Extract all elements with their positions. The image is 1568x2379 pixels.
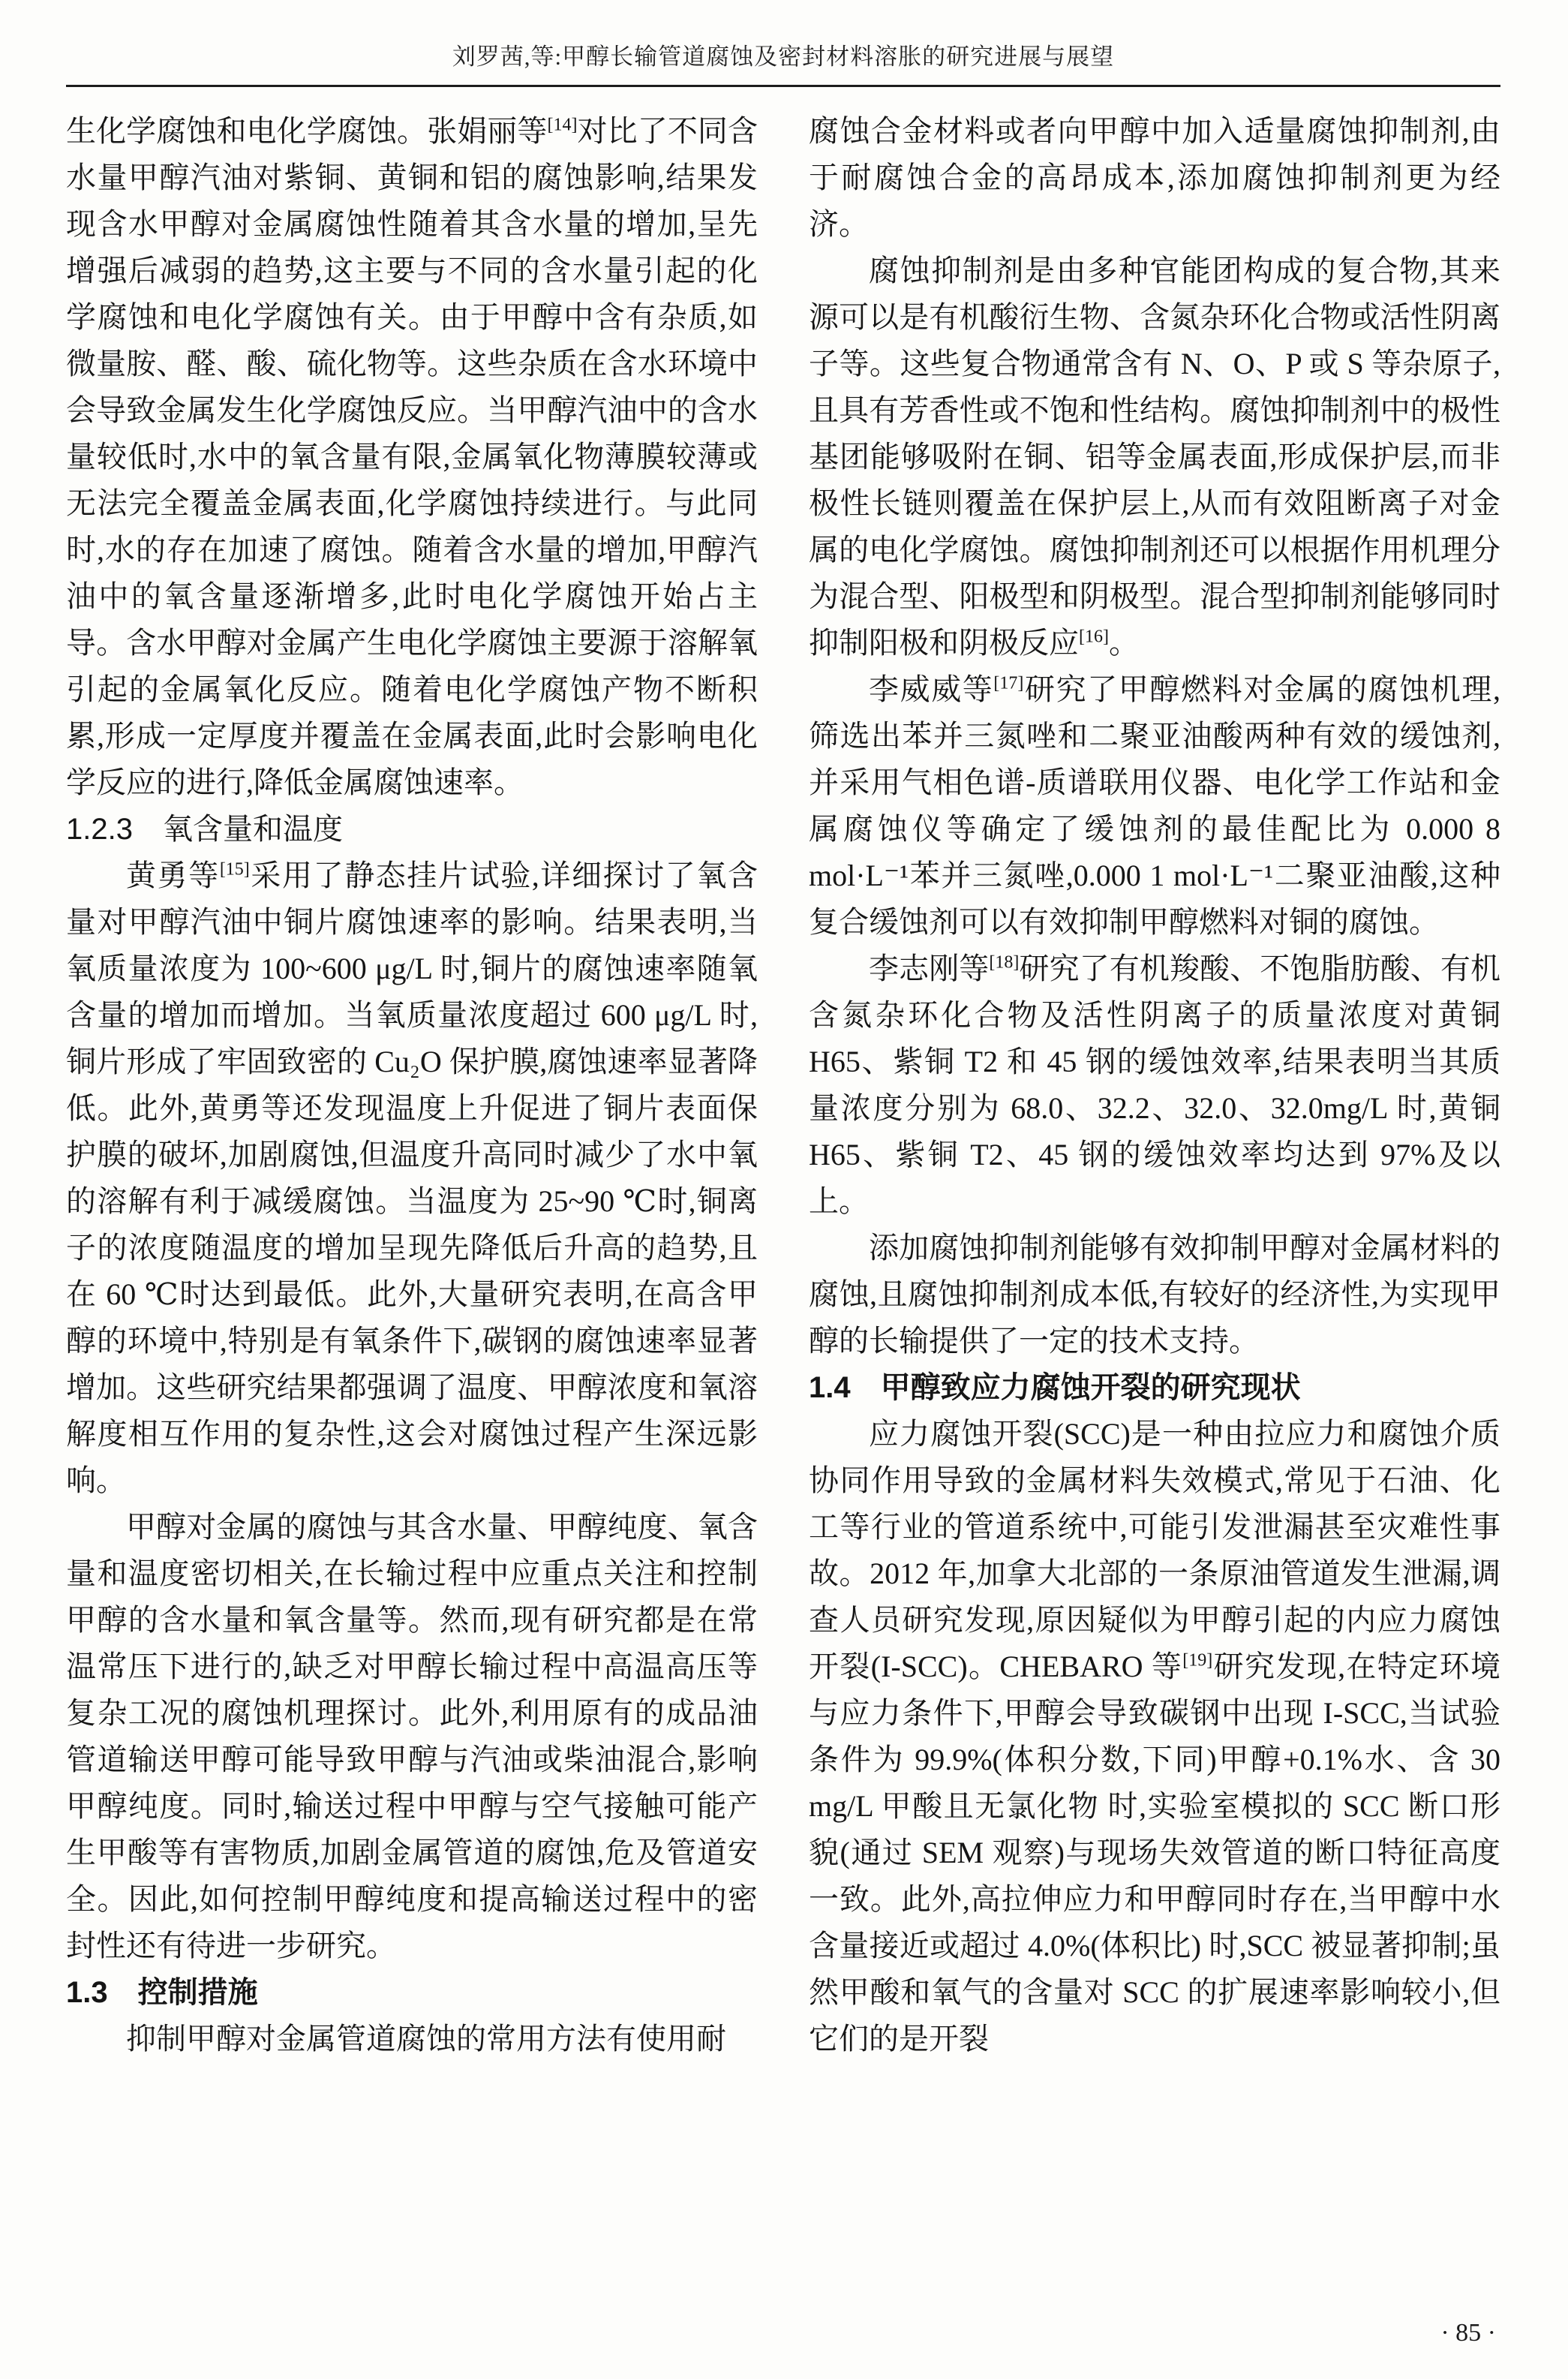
paragraph: 抑制甲醇对金属管道腐蚀的常用方法有使用耐 (126, 2022, 726, 2056)
section-heading: 1.3 控制措施 (66, 1976, 258, 2009)
page-number: · 85 · (1440, 2319, 1496, 2347)
citation-ref: [14] (547, 115, 578, 135)
right-column (809, 108, 1500, 2062)
paragraph: 李志刚等[18]研究了有机羧酸、不饱脂肪酸、有机含氮杂环化合物及活性阴离子的质量浓度对黄铜 H65、紫铜 T2 和 45 钢的缓蚀效率,结果表明当其质量浓度分别为 68.0、32.2、32.0、32.0mg/L 时,黄铜 H65、紫铜 T2、45 钢的缓蚀效率均达到 97%及以上。 (809, 952, 1501, 1218)
paragraph: 黄勇等[15]采用了静态挂片试验,详细探讨了氧含量对甲醇汽油中铜片腐蚀速率的影响。结果表明,当氧质量浓度为 100~600 μg/L 时,铜片的腐蚀速率随氧含量的增加而增加。当氧质量浓度超过 600 μg/L 时,铜片形成了牢固致密的 Cu₂O 保护膜,腐蚀速率显著降低。此外,黄勇等还发现温度上升促进了铜片表面保护膜的破坏,加剧腐蚀,但温度升高同时减少了水中氧的溶解有利于减缓腐蚀。当温度为 25~90 ℃时,铜离子的浓度随温度的增加呈现先降低后升高的趋势,且在 60 ℃时达到最低。此外,大量研究表明,在高含甲醇的环境中,特别是有氧条件下,碳钢的腐蚀速率显著增加。这些研究结果都强调了温度、甲醇浓度和氧溶解度相互作用的复杂性,这会对腐蚀过程产生深远影响。 (66, 859, 758, 1497)
paragraph: 生化学腐蚀和电化学腐蚀。张娟丽等[14]对比了不同含水量甲醇汽油对紫铜、黄铜和铝的腐蚀影响,结果发现含水甲醇对金属腐蚀性随着其含水量的增加,呈先增强后减弱的趋势,这主要与不同的含水量引起的化学腐蚀和电化学腐蚀有关。由于甲醇中含有杂质,如微量胺、醛、酸、硫化物等。这些杂质在含水环境中会导致金属发生化学腐蚀反应。当甲醇汽油中的含水量较低时,水中的氧含量有限,金属氧化物薄膜较薄或无法完全覆盖金属表面,化学腐蚀持续进行。与此同时,水的存在加速了腐蚀。随着含水量的增加,甲醇汽油中的氧含量逐渐增多,此时电化学腐蚀开始占主导。含水甲醇对金属产生电化学腐蚀主要源于溶解氧引起的金属氧化反应。随着电化学腐蚀产物不断积累,形成一定厚度并覆盖在金属表面,此时会影响电化学反应的进行,降低金属腐蚀速率。 (66, 114, 758, 799)
citation-ref: [17] (993, 673, 1024, 693)
paragraph: 李威威等[17]研究了甲醇燃料对金属的腐蚀机理,筛选出苯并三氮唑和二聚亚油酸两种有效的缓蚀剂,并采用气相色谱-质谱联用仪器、电化学工作站和金属腐蚀仪等确定了缓蚀剂的最佳配比为 0.000 8 mol·L⁻¹苯并三氮唑,0.000 1 mol·L⁻¹二聚亚油酸,这种复合缓蚀剂可以有效抑制甲醇燃料对铜的腐蚀。 (809, 672, 1501, 939)
paragraph: 添加腐蚀抑制剂能够有效抑制甲醇对金属材料的腐蚀,且腐蚀抑制剂成本低,有较好的经济性,为实现甲醇的长输提供了一定的技术支持。 (809, 1231, 1500, 1358)
section-heading: 1.4 甲醇致应力腐蚀开裂的研究现状 (809, 1371, 1301, 1404)
paragraph: 腐蚀合金材料或者向甲醇中加入适量腐蚀抑制剂,由于耐腐蚀合金的高昂成本,添加腐蚀抑制剂更为经济。 (809, 114, 1500, 241)
citation-ref: [16] (1079, 627, 1109, 647)
running-title: 刘罗茜,等:甲醇长输管道腐蚀及密封材料溶胀的研究进展与展望 (452, 44, 1115, 70)
left-column (66, 108, 758, 2062)
paragraph: 甲醇对金属的腐蚀与其含水量、甲醇纯度、氧含量和温度密切相关,在长输过程中应重点关注和控制甲醇的含水量和氧含量等。然而,现有研究都是在常温常压下进行的,缺乏对甲醇长输过程中高温高压等复杂工况的腐蚀机理探讨。此外,利用原有的成品油管道输送甲醇可能导致甲醇与汽油或柴油混合,影响甲醇纯度。同时,输送过程中甲醇与空气接触可能产生甲酸等有害物质,加剧金属管道的腐蚀,危及管道安全。因此,如何控制甲醇纯度和提高输送过程中的密封性还有待进一步研究。 (66, 1510, 758, 1962)
paragraph: 应力腐蚀开裂(SCC)是一种由拉应力和腐蚀介质协同作用导致的金属材料失效模式,常见于石油、化工等行业的管道系统中,可能引发泄漏甚至灾难性事故。2012 年,加拿大北部的一条原油管道发生泄漏,调查人员研究发现,原因疑似为甲醇引起的内应力腐蚀开裂(I-SCC)。CHEBARO 等[19]研究发现,在特定环境与应力条件下,甲醇会导致碳钢中出现 I-SCC,当试验条件为 99.9%(体积分数,下同)甲醇+0.1%水、含 30 mg/L 甲酸且无氯化物 时,实验室模拟的 SCC 断口形貌(通过 SEM 观察)与现场失效管道的断口特征高度一致。此外,高拉伸应力和甲醇同时存在,当甲醇中水含量接近或超过 4.0%(体积比) 时,SCC 被显著抑制;虽然甲酸和氧气的含量对 SCC 的扩展速率影响较小,但它们的是开裂 (809, 1417, 1500, 2056)
paragraph: 腐蚀抑制剂是由多种官能团构成的复合物,其来源可以是有机酸衍生物、含氮杂环化合物或活性阴离子等。这些复合物通常含有 N、O、P 或 S 等杂原子,且具有芳香性或不饱和性结构。腐蚀抑制剂中的极性基团能够吸附在铜、铝等金属表面,形成保护层,而非极性长链则覆盖在保护层上,从而有效阻断离子对金属的电化学腐蚀。腐蚀抑制剂还可以根据作用机理分为混合型、阳极型和阴极型。混合型抑制剂能够同时抑制阳极和阴极反应[16]。 (809, 254, 1500, 660)
citation-ref: [15] (219, 859, 250, 880)
citation-ref: [18] (989, 952, 1020, 973)
section-heading: 1.2.3 氧含量和温度 (66, 813, 343, 846)
content-columns (66, 87, 1500, 2062)
citation-ref: [19] (1182, 1650, 1213, 1671)
